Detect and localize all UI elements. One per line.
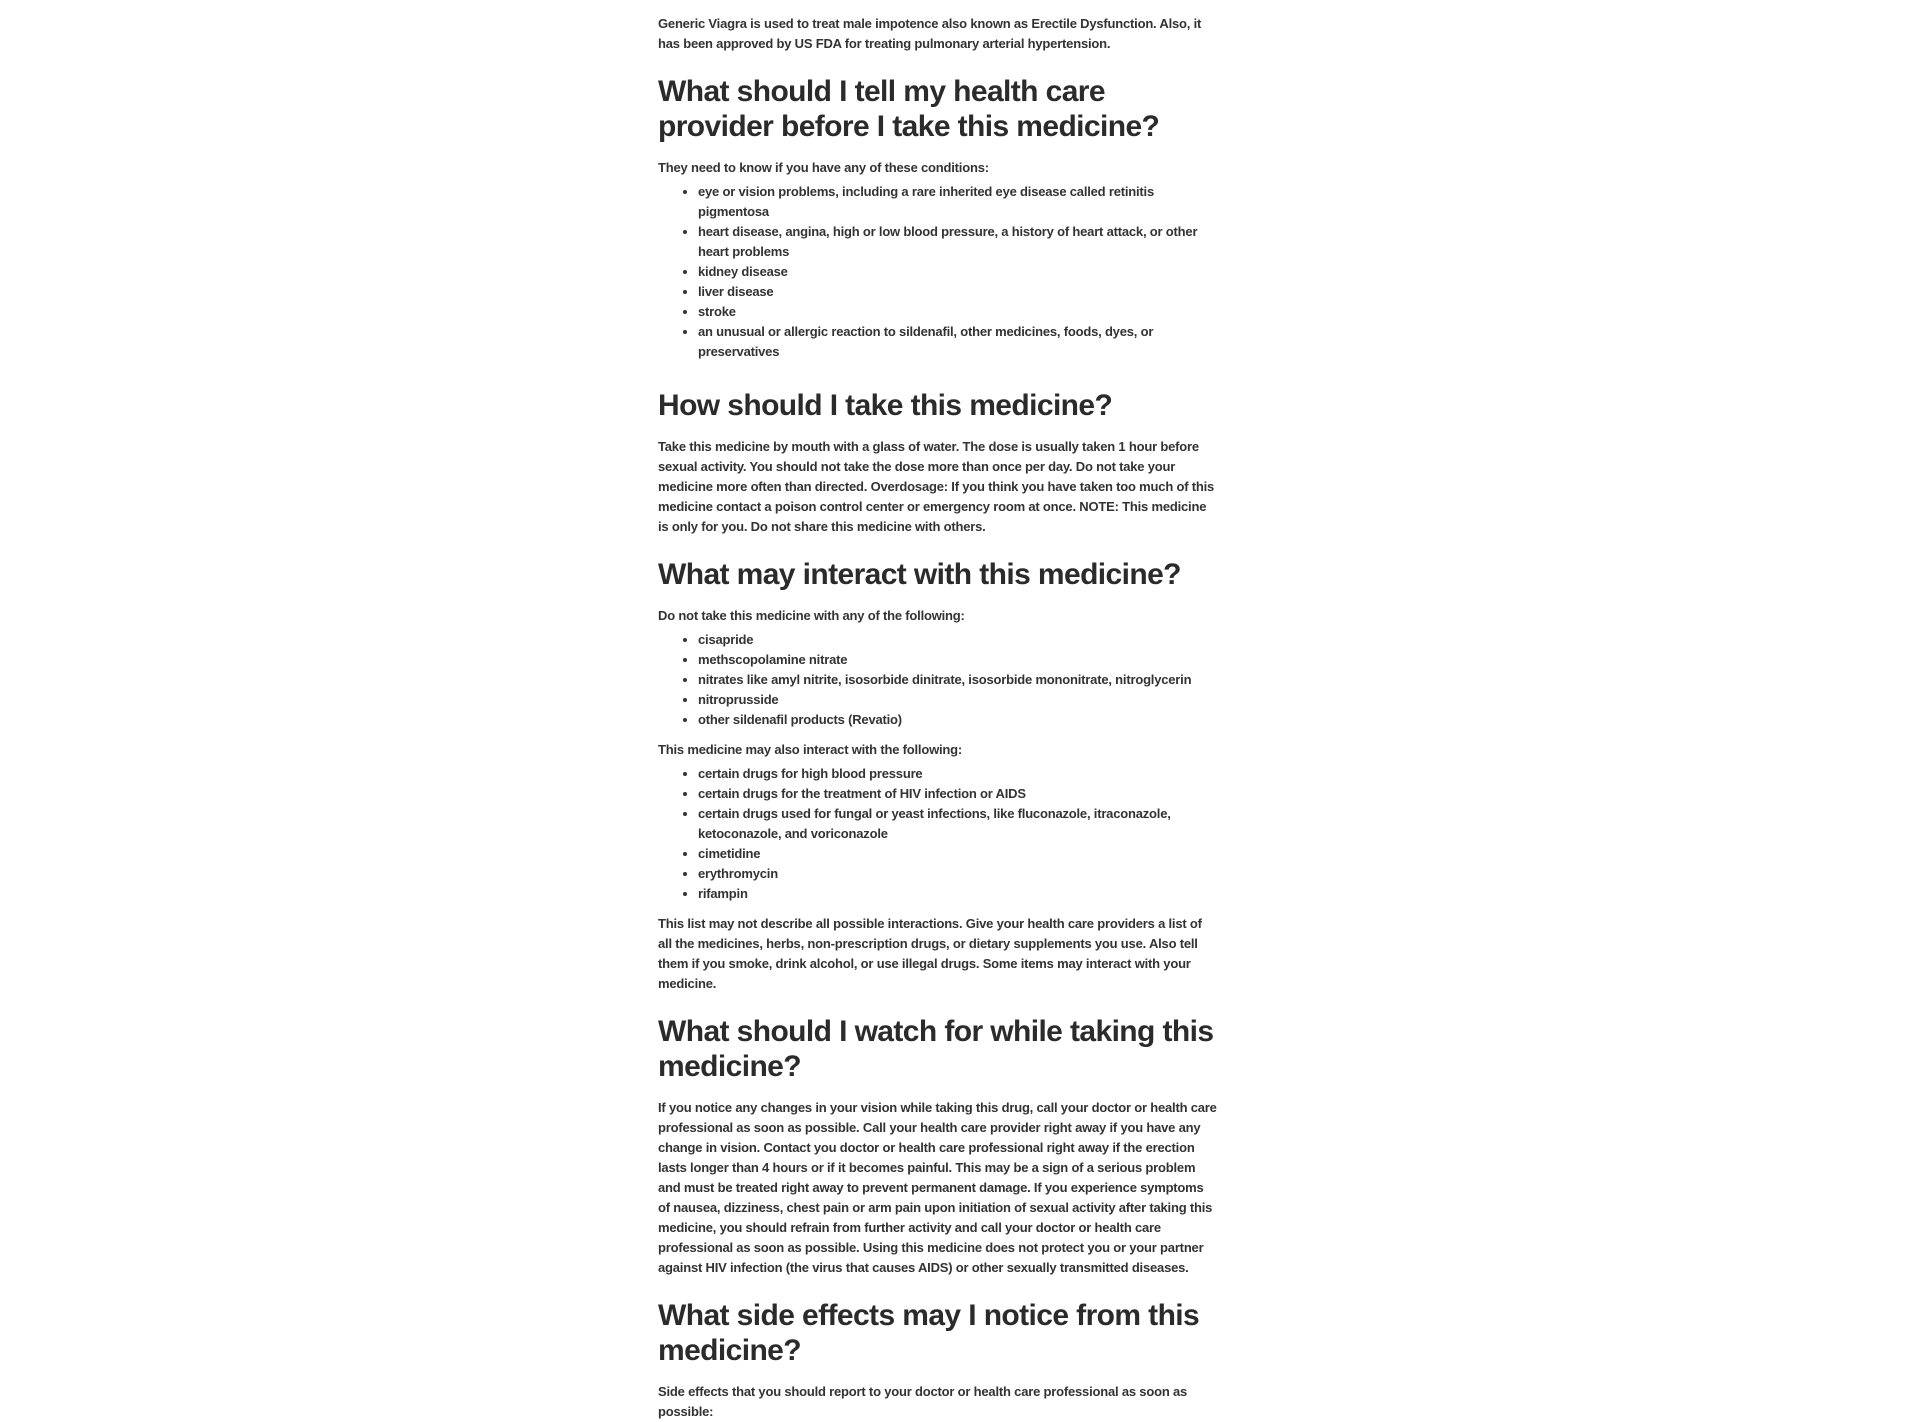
list-item: • an unusual or allergic reaction to sildenafil, other medicines, foods, dyes, or preservatives [698,322,1218,362]
heading-side-effects: What side effects may I notice from this medicine? [658,1299,1200,1367]
list-item: • heart disease, angina, high or low blood pressure, a history of heart attack, or other heart problems [698,222,1218,262]
provider-conditions-list [658,182,1218,362]
heading-take: How should I take this medicine? [658,389,1113,422]
list-item: • stroke [698,302,1218,322]
list-item: • liver disease [698,282,1218,302]
heading-watch: What should I watch for while taking this medicine? [658,1015,1214,1083]
list-item: • kidney disease [698,262,1218,282]
interact-list-1 [658,630,1218,730]
provider-lead: They need to know if you have any of these conditions: [658,160,989,175]
article-content [658,14,1218,1422]
list-item: • cisapride [698,630,1218,650]
intro-paragraph: Generic Viagra is used to treat male impotence also known as Erectile Dysfunction. Also, it has been approved by US FDA for treating pulmonary arterial hypertension. [658,16,1202,51]
list-item: • erythromycin [698,864,1218,884]
list-item: • eye or vision problems, including a rare inherited eye disease called retinitis pigmentosa [698,182,1218,222]
list-item: • other sildenafil products (Revatio) [698,710,1218,730]
list-item: • cimetidine [698,844,1218,864]
list-item: • certain drugs used for fungal or yeast infections, like fluconazole, itraconazole, ketoconazole, and voriconazole [698,804,1218,844]
list-item: • methscopolamine nitrate [698,650,1218,670]
list-item: • rifampin [698,884,1218,904]
list-item: • nitroprusside [698,690,1218,710]
interact-closing: This list may not describe all possible interactions. Give your health care providers a list of all the medicines, herbs, non-prescription drugs, or dietary supplements you use. Also tell them if you smoke, drink alcohol, or use illegal drugs. Some items may interact with your medicine. [658,916,1202,991]
watch-paragraph: If you notice any changes in your vision while taking this drug, call your doctor or health care professional as soon as possible. Call your health care provider right away if you have any change in vision. Contact you doctor or health care professional right away if the erection lasts longer than 4 hours or if it becomes painful. This may be a sign of a serious problem and must be treated right away to prevent permanent damage. If you experience symptoms of nausea, dizziness, chest pain or arm pain upon initiation of sexual activity after taking this medicine, you should refrain from further activity and call your doctor or health care professional as soon as possible. Using this medicine does not protect you or your partner against HIV infection (the virus that causes AIDS) or other sexually transmitted diseases. [658,1100,1217,1275]
heading-provider: What should I tell my health care provider before I take this medicine? [658,75,1160,143]
interact-list-2 [658,764,1218,904]
side-effects-lead: Side effects that you should report to your doctor or health care professional as soon as possible: [658,1384,1188,1419]
interact-lead-2: This medicine may also interact with the following: [658,742,963,757]
interact-lead-1: Do not take this medicine with any of the following: [658,608,965,623]
list-item: • certain drugs for the treatment of HIV infection or AIDS [698,784,1218,804]
heading-interact: What may interact with this medicine? [658,558,1181,591]
take-paragraph: Take this medicine by mouth with a glass of water. The dose is usually taken 1 hour before sexual activity. You should not take the dose more than once per day. Do not take your medicine more often than directed. Overdosage: If you think you have taken too much of this medicine contact a poison control center or emergency room at once. NOTE: This medicine is only for you. Do not share this medicine with others. [658,439,1215,534]
list-item: • nitrates like amyl nitrite, isosorbide dinitrate, isosorbide mononitrate, nitroglycerin [698,670,1218,690]
list-item: • certain drugs for high blood pressure [698,764,1218,784]
